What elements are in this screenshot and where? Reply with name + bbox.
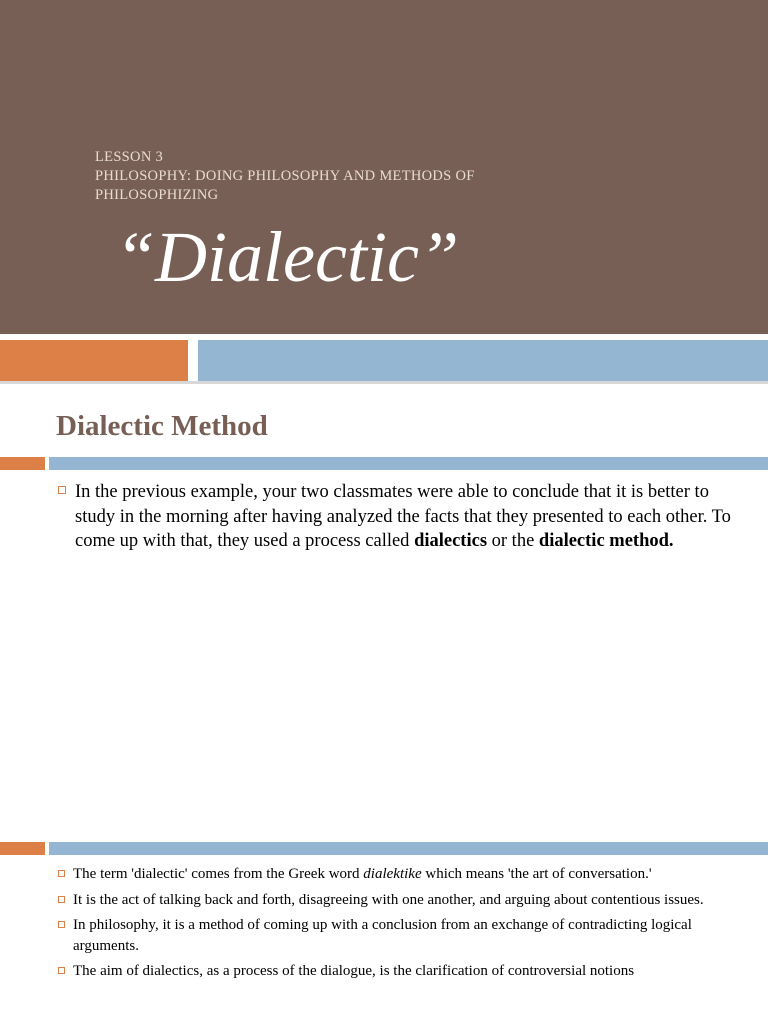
square-bullet-icon bbox=[58, 921, 65, 928]
divider-blue bbox=[49, 457, 768, 470]
lesson-number: LESSON 3 bbox=[95, 149, 164, 165]
square-bullet-icon bbox=[58, 967, 65, 974]
bullet-text: In the previous example, your two classmates were able to conclude that it is better to study in the morning after having analyzed the facts that they presented to each other. To come up with that, they used a process called dialectics or the dialectic method. bbox=[75, 482, 731, 551]
list-item bbox=[56, 864, 728, 885]
bullet-text: It is the act of talking back and forth, disagreeing with one another, and arguing about contentious issues. bbox=[73, 891, 704, 908]
list-item bbox=[56, 480, 736, 554]
term-dialectic-method: dialectic method. bbox=[538, 531, 674, 551]
list-item bbox=[56, 961, 728, 982]
square-bullet-icon bbox=[58, 896, 65, 903]
square-bullet-icon bbox=[58, 486, 66, 494]
slide2-body bbox=[56, 480, 736, 554]
square-bullet-icon bbox=[58, 870, 65, 877]
slide-title: “Dialectic” bbox=[115, 217, 459, 297]
slide-separator bbox=[0, 381, 768, 384]
lesson-topic-line1: PHILOSOPHY: DOING PHILOSOPHY AND METHODS OF bbox=[95, 168, 475, 184]
divider-orange bbox=[0, 842, 45, 855]
section-heading: Dialectic Method bbox=[56, 410, 268, 442]
list-item bbox=[56, 915, 728, 956]
lesson-topic-line2: PHILOSOPHIZING bbox=[95, 187, 219, 203]
bullet-text: The aim of dialectics, as a process of the dialogue, is the clarification of controversial notions bbox=[73, 963, 635, 979]
accent-bar-orange bbox=[0, 340, 188, 381]
divider-orange bbox=[0, 457, 45, 470]
term-dialektike: dialektike bbox=[363, 866, 422, 882]
accent-bar-blue bbox=[198, 340, 768, 381]
list-item bbox=[56, 890, 728, 911]
title-slide bbox=[0, 0, 768, 381]
term-dialectics: dialectics bbox=[414, 531, 488, 551]
bullet-text: The term 'dialectic' comes from the Greek word dialektike which means 'the art of conversation.' bbox=[73, 866, 652, 882]
divider-blue bbox=[49, 842, 768, 855]
slide3-body bbox=[56, 864, 728, 987]
lesson-kicker bbox=[95, 148, 615, 205]
bullet-text: In philosophy, it is a method of coming up with a conclusion from an exchange of contradicting logical arguments. bbox=[73, 917, 692, 954]
